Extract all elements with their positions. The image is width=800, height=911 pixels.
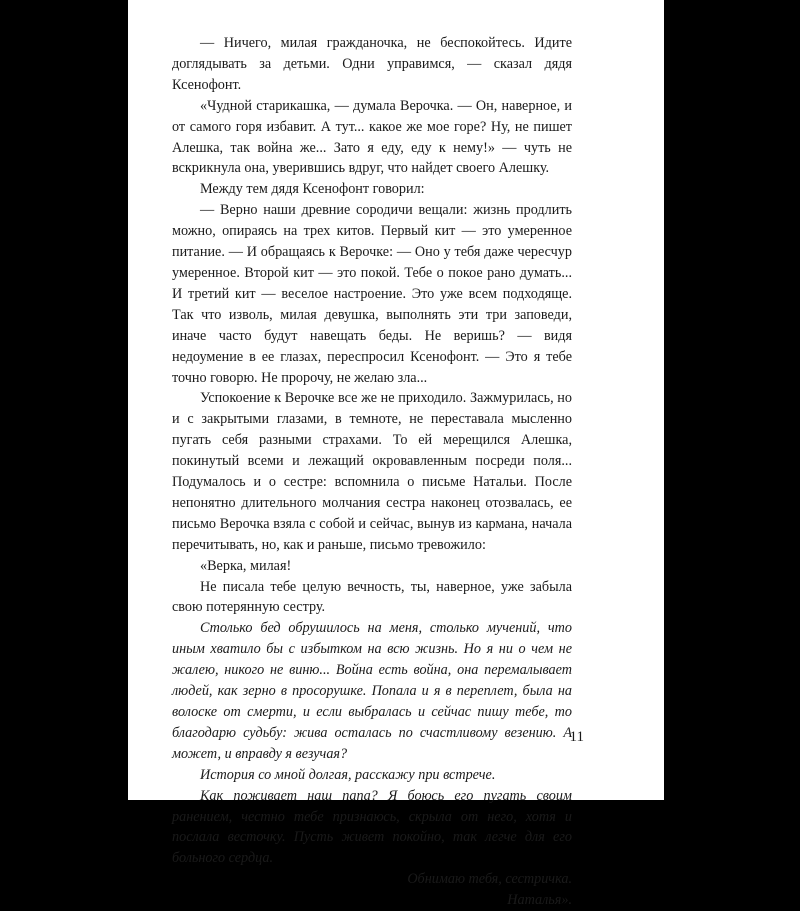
letter-closing: Обнимаю тебя, сестричка. <box>407 871 572 888</box>
letter-paragraph-italic: История со мной долгая, расскажу при встрече. <box>200 766 496 783</box>
page-number: 11 <box>569 729 584 745</box>
paragraph: — Ничего, милая гражданочка, не беспокойтесь. Идите доглядывать за детьми. Одни управимся, — сказал дядя Ксенофонт. <box>172 35 572 93</box>
paragraph: — Верно наши древние сородичи вещали: жизнь продлить можно, опираясь на трех китов. Первый кит — это умеренное питание. — И обращаясь к Верочке: — Оно у тебя даже чересчур умеренное. Второй кит — это покой. Тебе о покое рано думать... И третий кит — веселое настроение. Это уже всем подходяще. Так что изволь, милая девушка, выполнять эти три заповеди, иначе часто будут навещать беды. Не веришь? — видя недоумение в ее глазах, переспросил Ксенофонт. — Это я тебе точно говорю. Не пророчу, не желаю зла... <box>172 202 572 386</box>
page-text <box>172 33 572 911</box>
letter-paragraph-italic: Как поживает наш папа? Я боюсь его пугать своим ранением, честно тебе признаюсь, скрыла от него, хотя и послала весточку. Пусть живет покойно, так легче для его больного сердца. <box>172 787 572 867</box>
paragraph: Между тем дядя Ксенофонт говорил: <box>200 181 425 198</box>
letter-paragraph: Не писала тебе целую вечность, ты, наверное, уже забыла свою потерянную сестру. <box>172 578 572 616</box>
paragraph: «Чудной старикашка, — думала Верочка. — Он, наверное, и от самого горя избавит. А тут... какое же мое горе? Ну, не пишет Алешка, так война же... Зато я еду, еду к нему!» — чуть не вскрикнула она, уверившись вдруг, что найдет своего Алешку. <box>172 97 572 177</box>
letter-signature: Наталья». <box>507 892 572 909</box>
book-page <box>128 0 664 909</box>
letter-paragraph-italic: Столько бед обрушилось на меня, столько мучений, что иным хватило бы с избытком на всю жизнь. Но я ни о чем не жалею, никого не виню... Война есть война, она перемалывает людей, как зерно в просорушке. Попала и я в переплет, была на волоске от смерти, и если выбралась и сейчас пишу тебе, то благодарю судьбу: жива осталась по счастливому везению. А может, и вправду я везучая? <box>172 620 572 762</box>
letter-greeting: «Верка, милая! <box>200 557 292 574</box>
paragraph: Успокоение к Верочке все же не приходило. Зажмурилась, но и с закрытыми глазами, в темноте, не переставала мысленно пугать себя разными страхами. То ей мерещился Алешка, покинутый всеми и лежащий окровавленным посреди поля... Подумалось и о сестре: вспомнила о письме Натальи. После непонятно длительного молчания сестра наконец отозвалась, ее письмо Верочка взяла с собой и сейчас, вынув из кармана, начала перечитывать, но, как и раньше, письмо тревожило: <box>172 390 572 553</box>
